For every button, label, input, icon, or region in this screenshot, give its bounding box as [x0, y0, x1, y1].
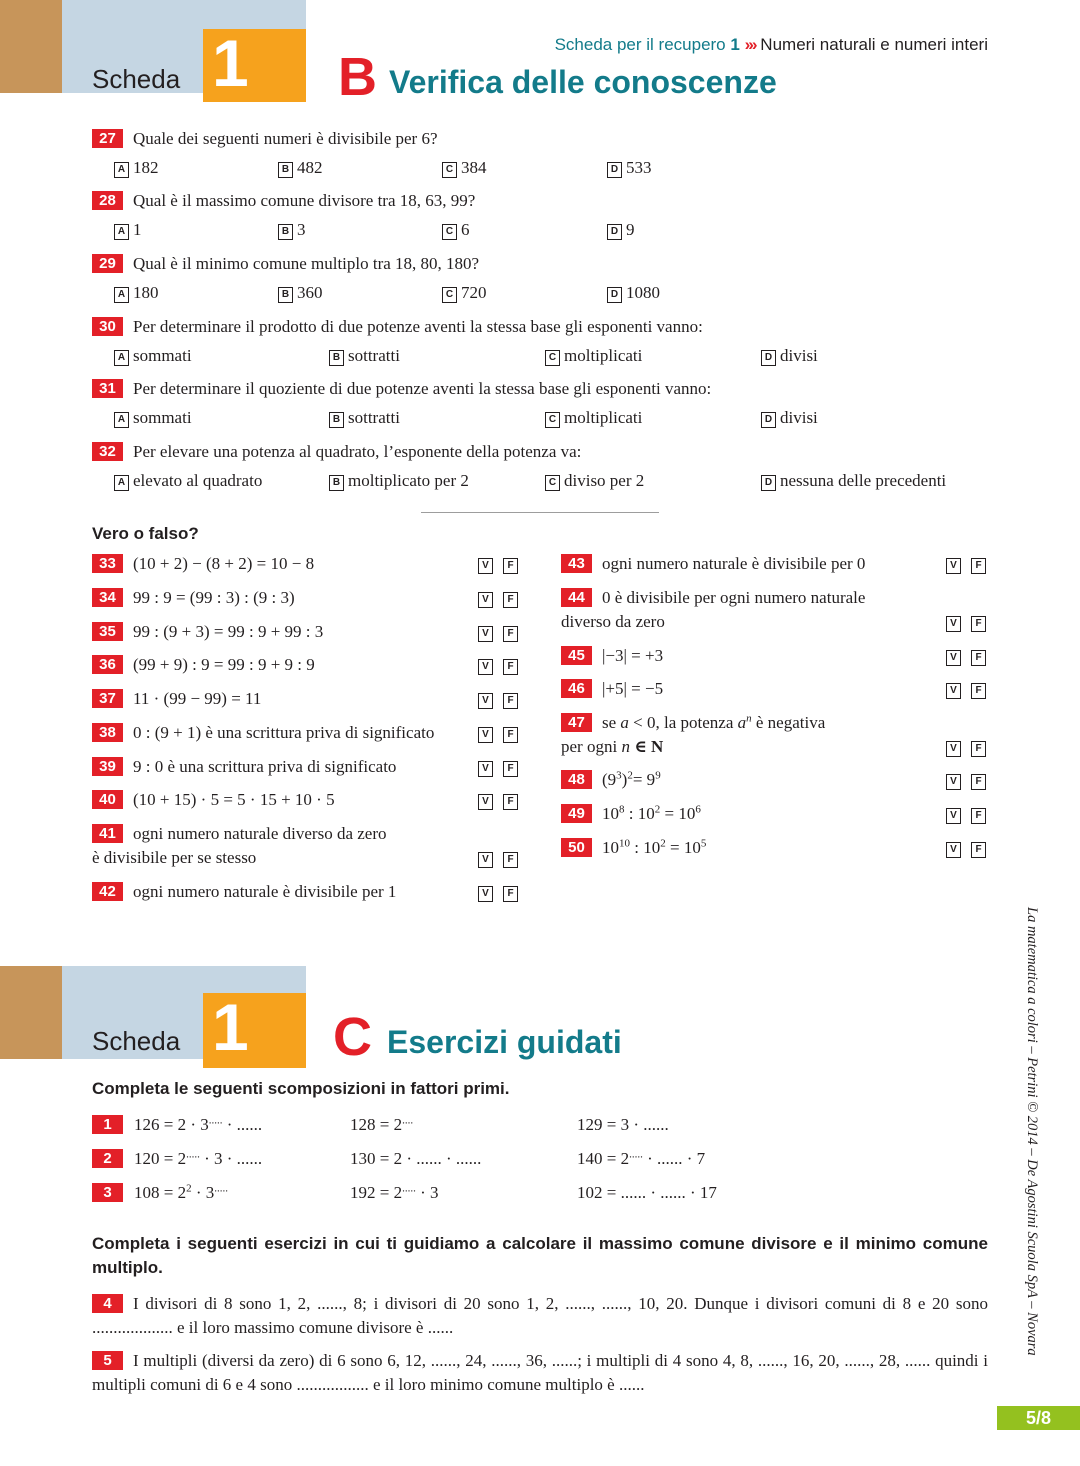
option-text: 720 — [461, 283, 487, 302]
false-box: F — [971, 842, 986, 858]
option-text: sommati — [133, 346, 192, 365]
vf-boxes — [946, 739, 996, 757]
option-text: 180 — [133, 283, 159, 302]
false-box: F — [971, 741, 986, 757]
statement-number: 38 — [92, 723, 123, 742]
option-letter-box: C — [545, 412, 560, 428]
option-letter-box: A — [114, 475, 129, 491]
triple-chevron-icon: ››› — [744, 35, 756, 54]
exponent: ..... — [214, 1182, 229, 1195]
exercise-5-text: I multipli (diversi da zero) di 6 sono 6, 12, ......, 24, ......, 36, ......; i multipli di 4 sono 4, 8, ......, 16, 20, ......, 28, ...... quindi i multipli comuni di 6 e 4 sono ................. e il loro minimo comune multiplo è ...... — [92, 1351, 988, 1394]
natural-set: ∈ N — [629, 737, 664, 756]
factorization — [577, 1149, 705, 1169]
factor-text: 192 = 2 — [350, 1183, 403, 1202]
option-letter-box: B — [329, 475, 344, 491]
option-b — [278, 158, 323, 178]
statement-text: ogni numero naturale è divisibile per 0 — [602, 554, 866, 573]
header-c-tan-block — [0, 966, 62, 1059]
question-text: Per determinare il quoziente di due potenze aventi la stessa base gli esponenti vanno: — [133, 379, 712, 398]
true-box: V — [946, 741, 961, 757]
option-text: sottratti — [348, 346, 400, 365]
question-28 — [92, 191, 475, 211]
question-number: 28 — [92, 191, 123, 210]
exponent: 9 — [655, 769, 661, 782]
statement-text: = 9 — [632, 770, 656, 789]
header-tan-block — [0, 0, 62, 93]
false-box: F — [971, 774, 986, 790]
option-d — [761, 408, 818, 428]
option-letter-box: D — [607, 162, 622, 178]
option-text: moltiplicati — [564, 346, 643, 365]
factorization — [134, 1149, 262, 1169]
option-a — [114, 471, 262, 491]
option-letter-box: C — [442, 162, 457, 178]
option-c — [442, 158, 487, 178]
section-letter-c: C — [333, 1007, 372, 1067]
option-text: divisi — [780, 346, 818, 365]
vf-boxes — [946, 556, 996, 574]
option-letter-box: D — [761, 412, 776, 428]
vf-statement-39 — [92, 757, 396, 777]
statement-text: = 10 — [660, 804, 696, 823]
statement-text: è negativa — [751, 713, 826, 732]
vf-statement-49 — [561, 804, 701, 824]
vf-boxes — [946, 840, 996, 858]
vf-boxes — [478, 759, 528, 777]
false-box: F — [971, 808, 986, 824]
statement-text: 10 — [602, 838, 619, 857]
option-b — [278, 283, 323, 303]
option-letter-box: C — [442, 224, 457, 240]
statement-text: 99 : (9 + 3) = 99 : 9 + 99 : 3 — [133, 622, 324, 641]
option-text: diviso per 2 — [564, 471, 645, 490]
vf-statement-45 — [561, 646, 663, 666]
statement-number: 49 — [561, 804, 592, 823]
option-d — [607, 283, 660, 303]
question-text: Per determinare il prodotto di due potenze aventi la stessa base gli esponenti vanno: — [133, 317, 703, 336]
false-box: F — [503, 886, 518, 902]
factor-text: · 3 — [191, 1183, 215, 1202]
variable-n: n — [746, 712, 752, 725]
factor-text: 128 = 2 — [350, 1115, 403, 1134]
exponent: 6 — [695, 803, 701, 816]
option-text: divisi — [780, 408, 818, 427]
true-box: V — [478, 693, 493, 709]
false-box: F — [971, 650, 986, 666]
exercise-4-text: I divisori di 8 sono 1, 2, ......, 8; i divisori di 20 sono 1, 2, ......, ......, 10, 20. Dunque i divisori comuni di 8 e 20 sono ................... e il loro massimo comune divisore è ...... — [92, 1294, 988, 1337]
exponent: 2 — [660, 837, 666, 850]
statement-text: (9 — [602, 770, 617, 789]
exercise-4 — [92, 1292, 988, 1340]
statement-text-line2: è divisibile per se stesso — [92, 848, 257, 867]
exponent: 2 — [186, 1182, 192, 1195]
true-box: V — [478, 626, 493, 642]
variable-a: a — [620, 713, 629, 732]
question-text: Qual è il minimo comune multiplo tra 18, 80, 180? — [133, 254, 480, 273]
factorization — [134, 1183, 228, 1203]
option-letter-box: A — [114, 350, 129, 366]
statement-number: 42 — [92, 882, 123, 901]
statement-number: 47 — [561, 713, 592, 732]
statement-text: : 10 — [624, 804, 655, 823]
question-number: 29 — [92, 254, 123, 273]
true-box: V — [478, 761, 493, 777]
option-c — [545, 346, 642, 366]
true-box: V — [946, 616, 961, 632]
factor-text: · ...... — [222, 1115, 263, 1134]
option-c — [442, 220, 470, 240]
option-letter-box: C — [545, 350, 560, 366]
true-box: V — [478, 592, 493, 608]
option-d — [607, 158, 652, 178]
option-b — [329, 408, 400, 428]
exponent: ..... — [629, 1148, 643, 1161]
option-a — [114, 346, 192, 366]
vf-statement-40 — [92, 790, 335, 810]
question-number: 31 — [92, 379, 123, 398]
option-d — [761, 346, 818, 366]
exponent: 5 — [700, 837, 707, 850]
option-text: 9 — [626, 220, 635, 239]
exponent: .... — [402, 1114, 414, 1127]
factor-text: 129 = 3 · ...... — [577, 1115, 669, 1134]
option-b — [329, 346, 400, 366]
option-letter-box: D — [761, 350, 776, 366]
statement-number: 33 — [92, 554, 123, 573]
option-text: 360 — [297, 283, 323, 302]
statement-text: 9 : 0 è una scrittura priva di significato — [133, 757, 397, 776]
false-box: F — [971, 558, 986, 574]
factorization — [350, 1183, 439, 1203]
option-text: sommati — [133, 408, 192, 427]
variable-n: n — [621, 737, 630, 756]
statement-text: per ogni — [561, 737, 622, 756]
option-c — [545, 471, 644, 491]
question-text: Quale dei seguenti numeri è divisibile per 6? — [133, 129, 438, 148]
section-divider — [421, 512, 659, 513]
factor-text: · ...... · 7 — [642, 1149, 706, 1168]
statement-number: 36 — [92, 655, 123, 674]
statement-text: (10 + 15) · 5 = 5 · 15 + 10 · 5 — [133, 790, 335, 809]
factorization — [134, 1115, 262, 1135]
exponent: 10 — [619, 837, 630, 850]
statement-text-line2 — [561, 737, 663, 757]
option-letter-box: A — [114, 412, 129, 428]
exponent: 2 — [627, 769, 633, 782]
factor-text: 126 = 2 · 3 — [134, 1115, 209, 1134]
false-box: F — [503, 693, 518, 709]
statement-number: 48 — [561, 770, 592, 789]
option-letter-box: B — [278, 224, 293, 240]
vf-boxes — [478, 624, 528, 642]
false-box: F — [971, 683, 986, 699]
true-box: V — [478, 727, 493, 743]
vf-statement-46 — [561, 679, 663, 699]
question-number: 27 — [92, 129, 123, 148]
option-letter-box: C — [545, 475, 560, 491]
statement-text: ) — [621, 770, 628, 789]
statement-number: 37 — [92, 689, 123, 708]
statement-number: 41 — [92, 824, 123, 843]
question-number: 32 — [92, 442, 123, 461]
guided-heading: Completa i seguenti esercizi in cui ti guidiamo a calcolare il massimo comune divisore e il minimo comune multiplo. — [92, 1234, 988, 1277]
true-box: V — [478, 659, 493, 675]
true-box: V — [946, 842, 961, 858]
vf-boxes — [478, 590, 528, 608]
vf-boxes — [946, 681, 996, 699]
question-text: Qual è il massimo comune divisore tra 18, 63, 99? — [133, 191, 476, 210]
true-box: V — [946, 650, 961, 666]
option-letter-box: B — [329, 412, 344, 428]
scheda-label: Scheda — [92, 64, 181, 94]
option-c — [545, 408, 642, 428]
vf-boxes — [478, 691, 528, 709]
vf-boxes — [946, 614, 996, 632]
option-text: 1080 — [626, 283, 660, 302]
false-box: F — [503, 852, 518, 868]
vf-statement-41 — [92, 824, 387, 844]
statement-number: 46 — [561, 679, 592, 698]
statement-text: (10 + 2) − (8 + 2) = 10 − 8 — [133, 554, 315, 573]
option-text: nessuna delle precedenti — [780, 471, 947, 490]
factor-text: 108 = 2 — [134, 1183, 187, 1202]
vf-statement-36 — [92, 655, 315, 675]
statement-number: 35 — [92, 622, 123, 641]
option-a — [114, 283, 159, 303]
true-box: V — [478, 886, 493, 902]
statement-text: |−3| = +3 — [602, 646, 664, 665]
page-number: 5/8 — [997, 1406, 1080, 1430]
option-letter-box: B — [329, 350, 344, 366]
scheda-number: 1 — [212, 26, 249, 100]
option-c — [442, 283, 487, 303]
question-number: 30 — [92, 317, 123, 336]
factorization — [577, 1183, 717, 1203]
option-text: 3 — [297, 220, 306, 239]
option-letter-box: A — [114, 162, 129, 178]
vf-boxes — [946, 806, 996, 824]
factor-row-3 — [92, 1183, 133, 1203]
option-letter-box: C — [442, 287, 457, 303]
option-a — [114, 408, 192, 428]
factorization — [350, 1149, 481, 1169]
vf-heading: Vero o falso? — [92, 524, 199, 543]
factor-text: 102 = ...... · ...... · 17 — [577, 1183, 717, 1202]
question-27 — [92, 129, 438, 149]
statement-number: 43 — [561, 554, 592, 573]
statement-text: 99 : 9 = (99 : 3) : (9 : 3) — [133, 588, 295, 607]
statement-text: |+5| = −5 — [602, 679, 664, 698]
false-box: F — [503, 558, 518, 574]
vf-statement-43 — [561, 554, 865, 574]
question-30 — [92, 317, 703, 337]
question-32 — [92, 442, 581, 462]
exponent: 3 — [616, 769, 622, 782]
exercise-number: 4 — [92, 1294, 123, 1313]
running-number: 1 — [730, 35, 740, 54]
true-box: V — [946, 774, 961, 790]
true-box: V — [946, 808, 961, 824]
factor-text: 120 = 2 — [134, 1149, 187, 1168]
scheda-c-label: Scheda — [92, 1026, 181, 1056]
option-text: 6 — [461, 220, 470, 239]
statement-text-line2: diverso da zero — [561, 612, 665, 631]
statement-text: ogni numero naturale è divisibile per 1 — [133, 882, 397, 901]
statement-text: se — [602, 713, 621, 732]
true-box: V — [946, 683, 961, 699]
vf-statement-47 — [561, 713, 825, 733]
exponent: 8 — [619, 803, 625, 816]
statement-text: ogni numero naturale diverso da zero — [133, 824, 387, 843]
statement-number: 44 — [561, 588, 592, 607]
option-d — [761, 471, 946, 491]
false-box: F — [503, 592, 518, 608]
option-letter-box: B — [278, 287, 293, 303]
statement-text: 0 : (9 + 1) è una scrittura priva di significato — [133, 723, 435, 742]
vf-statement-38 — [92, 723, 434, 743]
vf-boxes — [478, 884, 528, 902]
option-text: elevato al quadrato — [133, 471, 263, 490]
statement-text: 10 — [602, 804, 619, 823]
exercise-number: 3 — [92, 1183, 123, 1202]
side-credit-text: La matematica a colori – Petrini © 2014 – De Agostini Scuola SpA – Novara — [1024, 907, 1040, 1356]
option-letter-box: D — [607, 287, 622, 303]
factor-text: · 3 — [415, 1183, 439, 1202]
statement-text: (99 + 9) : 9 = 99 : 9 + 9 : 9 — [133, 655, 315, 674]
running-header — [555, 35, 988, 55]
exponent: ..... — [402, 1182, 416, 1195]
false-box: F — [503, 626, 518, 642]
exponent: ..... — [186, 1148, 200, 1161]
true-box: V — [478, 558, 493, 574]
statement-text: 11 · (99 − 99) = 11 — [133, 689, 262, 708]
option-text: 182 — [133, 158, 159, 177]
statement-text: 0 è divisibile per ogni numero naturale — [602, 588, 866, 607]
option-a — [114, 220, 142, 240]
true-box: V — [946, 558, 961, 574]
factor-text: 130 = 2 · ...... · ...... — [350, 1149, 482, 1168]
vf-boxes — [478, 850, 528, 868]
vf-statement-33 — [92, 554, 314, 574]
vf-statement-50 — [561, 838, 706, 858]
option-d — [607, 220, 635, 240]
side-credit — [1023, 907, 1040, 1356]
factor-row-2 — [92, 1149, 133, 1169]
factorization — [577, 1115, 669, 1135]
vf-statement-37 — [92, 689, 261, 709]
option-b — [329, 471, 469, 491]
statement-text: : 10 — [630, 838, 661, 857]
vf-boxes — [946, 772, 996, 790]
option-letter-box: A — [114, 224, 129, 240]
factor-text: 140 = 2 — [577, 1149, 630, 1168]
false-box: F — [503, 794, 518, 810]
statement-text: = 10 — [665, 838, 701, 857]
option-text: 1 — [133, 220, 142, 239]
option-letter-box: B — [278, 162, 293, 178]
option-a — [114, 158, 159, 178]
vf-statement-35 — [92, 622, 323, 642]
false-box: F — [503, 761, 518, 777]
statement-number: 34 — [92, 588, 123, 607]
vf-boxes — [478, 792, 528, 810]
scheda-c-number: 1 — [212, 990, 249, 1064]
vf-boxes — [478, 556, 528, 574]
vf-statement-44 — [561, 588, 865, 608]
option-letter-box: D — [607, 224, 622, 240]
question-text: Per elevare una potenza al quadrato, l’esponente della potenza va: — [133, 442, 582, 461]
option-letter-box: D — [761, 475, 776, 491]
vf-boxes — [478, 657, 528, 675]
factor-row-1 — [92, 1115, 133, 1135]
exponent: 2 — [654, 803, 661, 816]
true-box: V — [478, 852, 493, 868]
option-b — [278, 220, 306, 240]
option-text: 384 — [461, 158, 487, 177]
vf-statement-42 — [92, 882, 396, 902]
running-topic: Numeri naturali e numeri interi — [760, 35, 988, 54]
exercise-number: 5 — [92, 1351, 123, 1370]
section-title-c: Esercizi guidati — [387, 1024, 622, 1060]
exponent: ..... — [208, 1114, 223, 1127]
variable-a: a — [737, 713, 747, 732]
statement-number: 40 — [92, 790, 123, 809]
vf-statement-48 — [561, 770, 661, 790]
option-text: 482 — [297, 158, 323, 177]
exercise-number: 2 — [92, 1149, 123, 1168]
option-letter-box: A — [114, 287, 129, 303]
section-title-b: Verifica delle conoscenze — [389, 64, 777, 100]
false-box: F — [503, 659, 518, 675]
question-29 — [92, 254, 479, 274]
vf-boxes — [946, 648, 996, 666]
section-letter-b: B — [338, 47, 377, 107]
exercise-number: 1 — [92, 1115, 123, 1134]
option-text: sottratti — [348, 408, 400, 427]
statement-number: 39 — [92, 757, 123, 776]
running-section: Scheda per il recupero — [554, 35, 726, 54]
factor-heading: Completa le seguenti scomposizioni in fattori primi. — [92, 1079, 510, 1098]
factor-text: · 3 · ...... — [199, 1149, 263, 1168]
statement-number: 45 — [561, 646, 592, 665]
question-31 — [92, 379, 711, 399]
vf-boxes — [478, 725, 528, 743]
option-text: 533 — [626, 158, 652, 177]
option-text: moltiplicati — [564, 408, 643, 427]
statement-number: 50 — [561, 838, 592, 857]
true-box: V — [478, 794, 493, 810]
false-box: F — [971, 616, 986, 632]
vf-statement-34 — [92, 588, 295, 608]
exercise-5 — [92, 1349, 988, 1397]
statement-text: < 0, la potenza — [628, 713, 738, 732]
option-text: moltiplicato per 2 — [348, 471, 469, 490]
false-box: F — [503, 727, 518, 743]
factorization — [350, 1115, 413, 1135]
